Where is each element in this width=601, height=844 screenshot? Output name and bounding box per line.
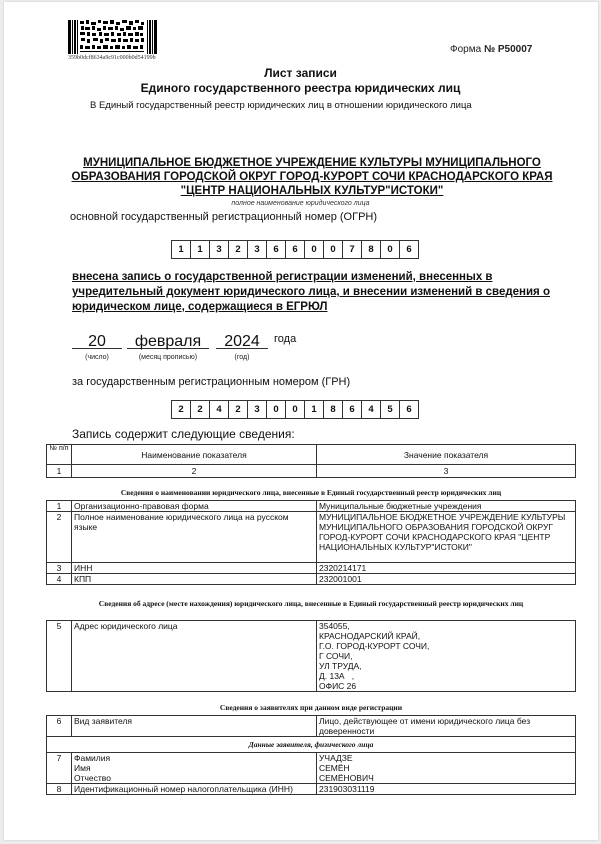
form-label: Форма (450, 44, 482, 55)
entry-description: внесена запись о государственной регистрации изменений, внесенных в учредительный документ юридического лица, и внесении изменений в сведения о юридическом лице, содержащиеся в ЕГРЮЛ (72, 271, 550, 313)
table-row (47, 574, 576, 585)
column-number-1: 1 (47, 465, 72, 478)
table-row (47, 753, 576, 784)
contains-label: Запись содержит следующие сведения: (72, 427, 295, 441)
address-line: Г.О. ГОРОД-КУРОРТ СОЧИ, (319, 641, 430, 651)
ogrn-digit: 7 (343, 241, 362, 258)
first-name-value: СЕМЁН (319, 763, 350, 773)
row-value: Муниципальные бюджетные учреждения (317, 501, 576, 512)
row-number: 7 (47, 753, 72, 784)
grn-digit: 8 (324, 401, 343, 418)
column-number-3: 3 (317, 465, 576, 478)
intro-text: В Единый государственный реестр юридических лиц в отношении юридического лица (90, 100, 472, 111)
row-value: 232001001 (317, 574, 576, 585)
row-name: Идентификационный номер налогоплательщика (ИНН) (72, 784, 317, 795)
row-name (72, 753, 317, 784)
grn-digits (171, 400, 419, 419)
address-line: ОФИС 26 (319, 681, 357, 691)
row-value (317, 753, 576, 784)
row-number: 4 (47, 574, 72, 585)
ogrn-label: основной государственный регистрационный номер (ОГРН) (70, 211, 378, 223)
date-year: 2024 (216, 333, 268, 349)
header-number: № п/п (47, 445, 72, 465)
ogrn-digit: 0 (305, 241, 324, 258)
grn-digit: 3 (248, 401, 267, 418)
ogrn-digit: 2 (229, 241, 248, 258)
address-line: 354055, (319, 621, 350, 631)
row-value: 231903031119 (317, 784, 576, 795)
table-row (47, 563, 576, 574)
grn-digit: 2 (229, 401, 248, 418)
date-day-caption: (число) (85, 354, 109, 361)
table-row (47, 621, 576, 692)
form-number (450, 44, 532, 55)
column-number-2: 2 (72, 465, 317, 478)
row-number: 1 (47, 501, 72, 512)
grn-label: за государственным регистрационным номером (ГРН) (72, 376, 351, 388)
ogrn-digit: 6 (406, 244, 412, 255)
table-section-applicant (46, 715, 576, 795)
row-number: 2 (47, 512, 72, 563)
first-name-label: Имя (74, 763, 91, 773)
date-year-caption: (год) (234, 354, 250, 361)
row-number: 5 (47, 621, 72, 692)
ogrn-digit: 6 (267, 241, 286, 258)
header-indicator-value: Значение показателя (317, 445, 576, 465)
surname-label: Фамилия (74, 753, 111, 763)
barcode-code: 359b0dcf8634a9c91c000b0d54199b (68, 55, 156, 61)
section-title: Сведения об адресе (месте нахождения) юридического лица, внесенные в Единый государственный реестр юридических лиц (98, 599, 524, 608)
patronymic-value: СЕМЁНОВИЧ (319, 773, 374, 783)
barcode-image (68, 20, 158, 54)
row-value: Лицо, действующее от имени юридического лица без доверенности (317, 716, 576, 737)
table-row (47, 512, 576, 563)
grn-digit: 0 (286, 401, 305, 418)
header-indicator-name: Наименование показателя (72, 445, 317, 465)
subsection-title: Данные заявителя, физического лица (47, 737, 576, 753)
grn-digit: 2 (191, 401, 210, 418)
ogrn-digit: 3 (210, 241, 229, 258)
row-name: Адрес юридического лица (72, 621, 317, 692)
row-value: МУНИЦИПАЛЬНОЕ БЮДЖЕТНОЕ УЧРЕЖДЕНИЕ КУЛЬТУРЫ МУНИЦИПАЛЬНОГО ОБРАЗОВАНИЯ ГОРОДСКОЙ ОКРУГ ГОРОД-КУРОРТ СОЧИ КРАСНОДАРСКОГО КРАЯ "ЦЕНТР НАЦИОНАЛЬНЫХ КУЛЬТУР"ИСТОКИ" (317, 512, 576, 563)
table-section-name (46, 500, 576, 585)
table-header (46, 444, 576, 478)
table-row (47, 501, 576, 512)
document-subtitle: Единого государственного реестра юридических лиц (140, 81, 461, 95)
date-day: 20 (72, 333, 122, 349)
address-line: Д. 13А , (319, 671, 355, 681)
ogrn-digit: 1 (172, 241, 191, 258)
grn-digit: 1 (305, 401, 324, 418)
grn-digit: 6 (406, 404, 412, 415)
address-line: УЛ ТРУДА, (319, 661, 362, 671)
ogrn-digits (171, 240, 419, 259)
document-title: Лист записи (264, 66, 337, 80)
grn-digit: 5 (381, 401, 400, 418)
row-number: 3 (47, 563, 72, 574)
table-row (47, 716, 576, 737)
table-section-address (46, 620, 576, 692)
ogrn-digit: 6 (286, 241, 305, 258)
row-name: КПП (72, 574, 317, 585)
grn-digit: 4 (362, 401, 381, 418)
date-month: февраля (127, 333, 209, 349)
surname-value: УЧАДЗЕ (319, 753, 353, 763)
grn-digit: 4 (210, 401, 229, 418)
patronymic-label: Отчество (74, 773, 111, 783)
row-number: 8 (47, 784, 72, 795)
ogrn-digit: 8 (362, 241, 381, 258)
ogrn-digit: 3 (248, 241, 267, 258)
row-value: 2320214171 (317, 563, 576, 574)
ogrn-digit: 1 (191, 241, 210, 258)
organization-name: МУНИЦИПАЛЬНОЕ БЮДЖЕТНОЕ УЧРЕЖДЕНИЕ КУЛЬТУРЫ МУНИЦИПАЛЬНОГО ОБРАЗОВАНИЯ ГОРОДСКОЙ ОКРУГ ГОРОД-КУРОРТ СОЧИ КРАСНОДАРСКОГО КРАЯ "ЦЕНТР НАЦИОНАЛЬНЫХ КУЛЬТУР"ИСТОКИ" (71, 157, 553, 197)
section-title: Сведения о наименовании юридического лица, внесенные в Единый государственный реестр юридических лиц (120, 488, 502, 497)
organization-name-caption: полное наименование юридического лица (231, 200, 370, 207)
row-name: Полное наименование юридического лица на русском языке (72, 512, 317, 563)
grn-digit: 6 (343, 401, 362, 418)
row-name: Вид заявителя (72, 716, 317, 737)
table-row (47, 784, 576, 795)
date-suffix: года (274, 333, 297, 345)
grn-digit: 2 (172, 401, 191, 418)
grn-digit: 0 (267, 401, 286, 418)
ogrn-digit: 0 (324, 241, 343, 258)
row-number: 6 (47, 716, 72, 737)
row-name: ИНН (72, 563, 317, 574)
date-month-caption: (месяц прописью) (138, 354, 198, 361)
address-line: КРАСНОДАРСКИЙ КРАЙ, (319, 631, 421, 641)
row-value (317, 621, 576, 692)
table-subsection-row (47, 737, 576, 753)
ogrn-digit: 0 (381, 241, 400, 258)
form-code: № Р50007 (483, 44, 533, 55)
address-line: Г СОЧИ, (319, 651, 353, 661)
row-name: Организационно-правовая форма (72, 501, 317, 512)
section-title: Сведения о заявителях при данном виде регистрации (219, 703, 403, 712)
